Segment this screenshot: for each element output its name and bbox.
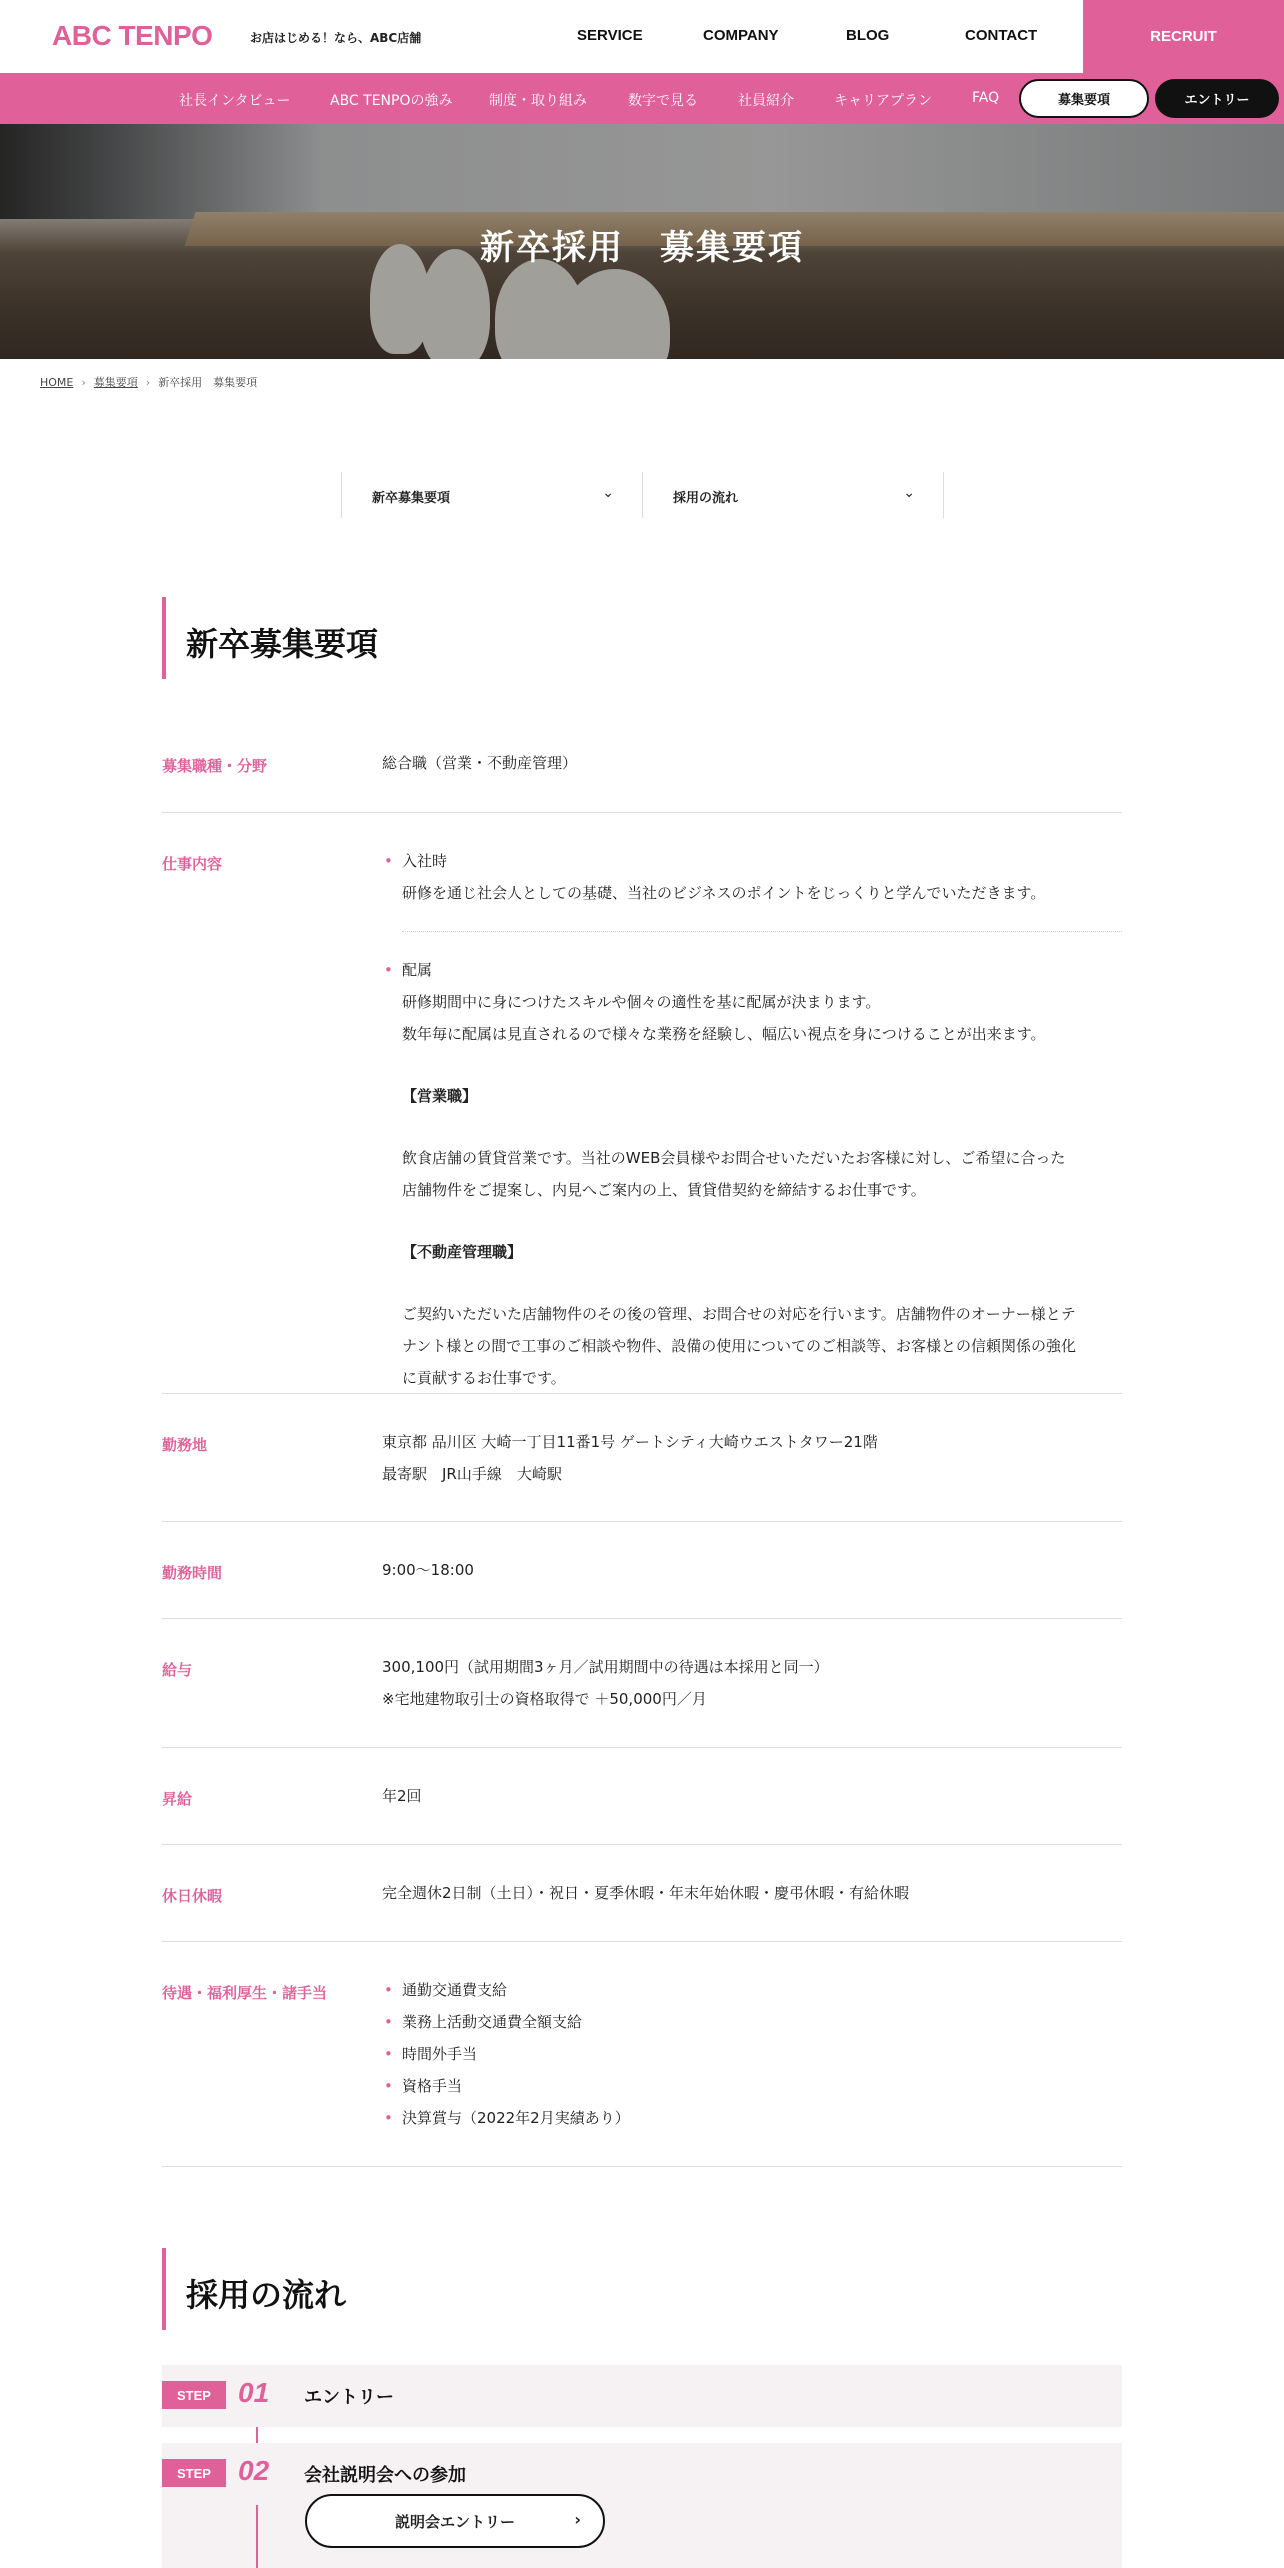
site-tagline: お店はじめる！なら、ABC店舗 bbox=[250, 31, 422, 45]
work-assign-head: • 配属 bbox=[382, 954, 1122, 986]
entry-button[interactable]: エントリー bbox=[1155, 79, 1279, 118]
row-position bbox=[162, 735, 1122, 813]
subnav-systems[interactable]: 制度・取り組み bbox=[489, 93, 587, 109]
subnav-interview[interactable]: 社長インタビュー bbox=[179, 93, 291, 109]
site-header bbox=[0, 0, 1284, 73]
recruit-button[interactable]: RECRUIT bbox=[1083, 0, 1284, 73]
hero-banner bbox=[0, 124, 1284, 359]
work-assign-text: 研修期間中に身につけたスキルや個々の適性を基に配属が決まります。 bbox=[402, 993, 881, 1011]
salary-note: ※宅地建物取引士の資格取得で ＋50,000円／月 bbox=[382, 1690, 707, 1708]
step-badge: STEP bbox=[162, 2381, 226, 2409]
subnav-career[interactable]: キャリアプラン bbox=[834, 93, 932, 109]
chevron-right-icon: › bbox=[145, 375, 151, 389]
list-item: • 決算賞与（2022年2月実績あり） bbox=[382, 2102, 1122, 2134]
anchor-label: 採用の流れ bbox=[673, 491, 739, 506]
breadcrumb-requirements[interactable]: 募集要項 bbox=[93, 376, 138, 389]
row-label: 昇給 bbox=[162, 1790, 193, 1808]
row-holidays bbox=[162, 1845, 1122, 1942]
work-mgmt-text: に貢献するお仕事です。 bbox=[402, 1369, 566, 1387]
row-location bbox=[162, 1394, 1122, 1522]
step-number: 01 bbox=[238, 2377, 270, 2408]
nav-service[interactable]: SERVICE bbox=[577, 27, 643, 44]
work-assign-text: 数年毎に配属は見直されるので様々な業務を経験し、幅広い視点を身につけることが出来ます。 bbox=[402, 1025, 1046, 1043]
row-hours bbox=[162, 1522, 1122, 1619]
nav-blog[interactable]: BLOG bbox=[846, 27, 890, 44]
site-logo[interactable]: ABC TENPO bbox=[52, 20, 213, 51]
row-salary bbox=[162, 1619, 1122, 1748]
step-02 bbox=[162, 2443, 1122, 2568]
anchor-requirements[interactable] bbox=[341, 472, 643, 518]
step-connector bbox=[256, 2505, 258, 2568]
list-item: • 時間外手当 bbox=[382, 2038, 1122, 2070]
requirements-button[interactable]: 募集要項 bbox=[1019, 79, 1149, 118]
step-01 bbox=[162, 2365, 1122, 2427]
row-raise bbox=[162, 1748, 1122, 1845]
anchor-label: 新卒募集要項 bbox=[372, 491, 451, 506]
row-value bbox=[382, 1651, 1122, 1715]
work-sales-text: 飲食店舗の賃貸営業です。当社のWEB会員様やお問合せいただいたお客様に対し、ご希望に合った bbox=[402, 1149, 1066, 1167]
row-label: 待遇・福利厚生・諸手当 bbox=[162, 1984, 328, 2002]
flow-heading bbox=[162, 2248, 1122, 2330]
salary-base: 300,100円（試用期間3ヶ月／試用期間中の待遇は本採用と同一） bbox=[382, 1658, 829, 1676]
breadcrumb-current: 新卒採用 募集要項 bbox=[158, 376, 258, 389]
subnav-strengths[interactable]: ABC TENPOの強み bbox=[330, 93, 453, 109]
row-benefits bbox=[162, 1942, 1122, 2167]
step-connector bbox=[256, 2427, 258, 2443]
recruit-subnav bbox=[0, 73, 1284, 124]
section-title: 採用の流れ bbox=[186, 2276, 347, 2314]
row-value bbox=[382, 845, 1122, 1394]
row-value bbox=[382, 1426, 1122, 1490]
requirements-heading bbox=[162, 597, 1122, 679]
chevron-down-icon: ⌄ bbox=[903, 485, 915, 501]
subnav-faq[interactable]: FAQ bbox=[972, 90, 1000, 106]
list-item: • 業務上活動交通費全額支給 bbox=[382, 2006, 1122, 2038]
location-address: 東京都 品川区 大崎一丁目11番1号 ゲートシティ大崎ウエストタワー21階 bbox=[382, 1433, 878, 1451]
breadcrumb-home[interactable]: HOME bbox=[40, 375, 74, 389]
nav-contact[interactable]: CONTACT bbox=[965, 27, 1038, 44]
section-title: 新卒募集要項 bbox=[186, 625, 379, 663]
list-item: • 資格手当 bbox=[382, 2070, 1122, 2102]
list-item: • 通勤交通費支給 bbox=[382, 1974, 1122, 2006]
nav-company[interactable]: COMPANY bbox=[703, 27, 779, 44]
row-label: 募集職種・分野 bbox=[162, 757, 268, 775]
row-label: 勤務地 bbox=[162, 1436, 208, 1454]
page-title: 新卒採用 募集要項 bbox=[480, 228, 804, 268]
chevron-right-icon: › bbox=[81, 375, 86, 389]
button-label: 説明会エントリー bbox=[394, 2512, 515, 2531]
breadcrumb bbox=[40, 374, 257, 390]
work-mgmt-head: 【不動産管理職】 bbox=[402, 1243, 523, 1261]
row-value bbox=[382, 1974, 1122, 2134]
row-label: 給与 bbox=[162, 1661, 193, 1679]
row-work bbox=[162, 813, 1122, 1394]
step-title: 会社説明会への参加 bbox=[304, 2465, 466, 2486]
chevron-right-icon: › bbox=[574, 2510, 581, 2529]
row-value: 総合職（営業・不動産管理） bbox=[382, 754, 578, 772]
row-label: 勤務時間 bbox=[162, 1564, 223, 1582]
work-intro-head: • 入社時 bbox=[382, 845, 1122, 877]
chevron-down-icon: ⌄ bbox=[602, 485, 614, 501]
row-value: 完全週休2日制（土日）・祝日・夏季休暇・年末年始休暇・慶弔休暇・有給休暇 bbox=[382, 1884, 910, 1902]
work-sales-head: 【営業職】 bbox=[402, 1087, 478, 1105]
subnav-numbers[interactable]: 数字で見る bbox=[628, 93, 698, 109]
work-sales-text: 店舗物件をご提案し、内見へご案内の上、賃貸借契約を締結するお仕事です。 bbox=[402, 1181, 926, 1199]
step-title: エントリー bbox=[304, 2387, 394, 2408]
location-station: 最寄駅 JR山手線 大崎駅 bbox=[382, 1465, 562, 1483]
work-mgmt-text: ご契約いただいた店舗物件のその後の管理、お問合せの対応を行います。店舗物件のオーナー様とテ bbox=[402, 1305, 1076, 1323]
row-value: 年2回 bbox=[382, 1787, 422, 1805]
step-badge: STEP bbox=[162, 2459, 226, 2487]
step-number: 02 bbox=[238, 2455, 270, 2486]
seminar-entry-button[interactable] bbox=[305, 2494, 605, 2548]
work-intro-text: 研修を通じ社会人としての基礎、当社のビジネスのポイントをじっくりと学んでいただきます。 bbox=[402, 884, 1046, 902]
anchor-flow[interactable] bbox=[642, 472, 944, 518]
row-value: 9:00〜18:00 bbox=[382, 1561, 474, 1579]
row-label: 休日休暇 bbox=[162, 1887, 223, 1905]
work-mgmt-text: ナント様との間で工事のご相談や物件、設備の使用についてのご相談等、お客様との信頼関係の強化 bbox=[402, 1337, 1076, 1355]
divider bbox=[402, 931, 1122, 932]
subnav-staff[interactable]: 社員紹介 bbox=[738, 93, 794, 109]
row-label: 仕事内容 bbox=[162, 855, 223, 873]
